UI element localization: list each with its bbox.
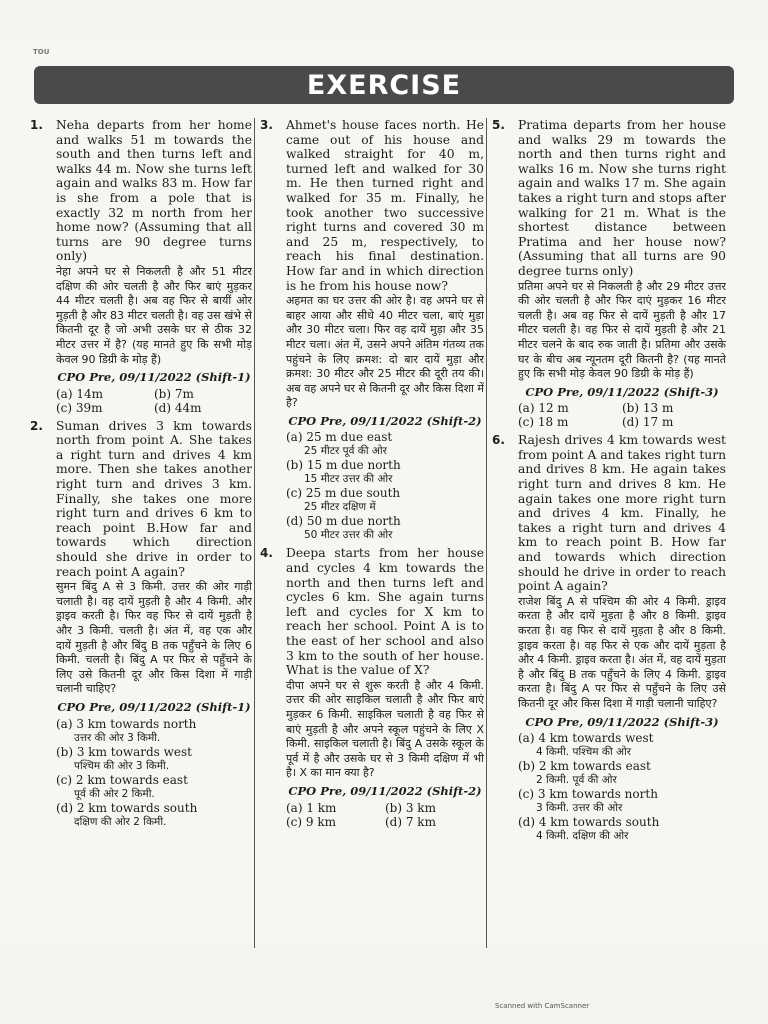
column-3 bbox=[490, 118, 726, 942]
question-6 bbox=[490, 433, 726, 843]
option-c: (c) 18 m bbox=[518, 415, 569, 430]
option-a-hindi: उत्तर की ओर 3 किमी. bbox=[74, 731, 161, 744]
page-title: EXERCISE bbox=[306, 69, 462, 101]
exam-source: CPO Pre, 09/11/2022 (Shift-1) bbox=[57, 699, 251, 714]
option-b: (b) 15 m due north bbox=[286, 458, 401, 473]
option-d-hindi: दक्षिण की ओर 2 किमी. bbox=[74, 815, 167, 828]
question-text-english: Pratima departs from her house and walks 29 m towards the north and then turns right and walks 16 m. Now she turns right again and walks 17 m. She again takes a right turn and stops after walking for 21 m. What is the shortest distance between Pratima and her house now? (Assuming that all turns are 90 degree turns only) bbox=[518, 118, 726, 278]
option-b-hindi: 15 मीटर उत्तर की ओर bbox=[304, 473, 393, 486]
exam-source: CPO Pre, 09/11/2022 (Shift-2) bbox=[288, 783, 482, 798]
option-c-hindi: पूर्व की ओर 2 किमी. bbox=[74, 787, 155, 800]
question-3 bbox=[258, 118, 484, 542]
option-d-hindi: 4 किमी. दक्षिण की ओर bbox=[536, 830, 629, 843]
option-a: (a) 12 m bbox=[518, 401, 569, 416]
question-number: 1. bbox=[30, 118, 43, 132]
question-number: 3. bbox=[260, 118, 273, 132]
option-a-hindi: 4 किमी. पश्चिम की ओर bbox=[536, 746, 632, 759]
option-a: (a) 4 km towards west bbox=[518, 731, 654, 746]
question-text-hindi: राजेश बिंदु A से पश्चिम की ओर 4 किमी. ड्राइव करता है और दायें मुड़ता है और 8 किमी. ड्राइव करता है। वह फिर से दायें मुड़ता है और 8 किमी. ड्राइव करता है। वह फिर से एक और दायें मुड़ता है और 4 किमी. ड्राइव करता है। अंत में, वह दायें मुड़ता है और बिंदु B तक पहुँचने के लिए 4 किमी. ड्राइव करता है। बिंदु A पर फिर से पहुँचने के लिए उसे कितनी दूर और किस दिशा में गाड़ी चलानी चाहिए? bbox=[518, 594, 726, 710]
option-c: (c) 9 km bbox=[286, 814, 336, 829]
exam-source: CPO Pre, 09/11/2022 (Shift-2) bbox=[288, 413, 482, 428]
option-b: (b) 2 km towards east bbox=[518, 759, 651, 774]
column-2 bbox=[258, 118, 484, 942]
options-grid bbox=[286, 801, 484, 829]
option-d-hindi: 50 मीटर उत्तर की ओर bbox=[304, 529, 393, 542]
question-text-hindi: अहमत का घर उत्तर की ओर है। वह अपने घर से बाहर आया और सीधे 40 मीटर चला, बाएं मुड़ा और 30 मीटर चला। फिर वह दायें मुड़ा और 35 मीटर चला। अंत में, उसने अपने अंतिम गंतव्य तक पहुंचने के लिए क्रमश: दो बार दायें मुड़ा और क्रमश: 30 मीटर और 25 मीटर की दूरी तय की। अब वह अपने घर से कितनी दूर और किस दिशा में है? bbox=[286, 294, 484, 410]
option-a: (a) 1 km bbox=[286, 800, 337, 815]
column-1 bbox=[28, 118, 252, 942]
option-d: (d) 4 km towards south bbox=[518, 815, 660, 830]
question-text-english: Deepa starts from her house and cycles 4 km towards the north and then turns left and cycles 6 km. She again turns left and cycles for X km to reach her school. Point A is to the east of her school and also 3 km to the south of her house. What is the value of X? bbox=[286, 546, 484, 678]
option-b: (b) 3 km bbox=[385, 800, 436, 815]
option-c: (c) 25 m due south bbox=[286, 486, 401, 501]
option-a: (a) 3 km towards north bbox=[56, 716, 197, 731]
option-a-hindi: 25 मीटर पूर्व की ओर bbox=[304, 445, 387, 458]
question-number: 2. bbox=[30, 418, 43, 433]
question-2 bbox=[28, 419, 252, 829]
question-5 bbox=[490, 118, 726, 429]
option-b: (b) 7m bbox=[154, 386, 194, 401]
question-text-hindi: दीपा अपने घर से शुरू करती है और 4 किमी. उत्तर की ओर साइकिल चलाती है और फिर बाएं मुड़कर 6 किमी. साइकिल चलाती है वह फिर से बाएं मुड़ती है और अपने स्कूल पहुंचने के लिए X किमी. साइकिल चलाती है। बिंदु A उसके स्कूल के पूर्व में है और उसके घर से 3 किमी दक्षिण में भी है। X का मान क्या है? bbox=[286, 678, 484, 780]
option-d: (d) 2 km towards south bbox=[56, 800, 198, 815]
question-number: 5. bbox=[492, 118, 505, 132]
question-number: 6. bbox=[492, 433, 505, 448]
scanner-watermark: Scanned with CamScanner bbox=[495, 1002, 590, 1010]
question-text-hindi: प्रतिमा अपने घर से निकलती है और 29 मीटर उत्तर की ओर चलती है और फिर दाएं मुड़कर 16 मीटर चलती है। अब वह फिर से दायें मुड़ती है और 17 मीटर चलती है। वह फिर से दायें मुड़ती है और 21 मीटर चलने के बाद रुक जाती है। प्रतिमा और उसके घर के बीच अब न्यूनतम दूरी कितनी है? (यह मानते हुए कि सभी मोड़ केवल 90 डिग्री के मोड़ हैं) bbox=[518, 279, 726, 381]
options-grid bbox=[56, 387, 252, 415]
option-c: (c) 2 km towards east bbox=[56, 772, 188, 787]
question-text-english: Rajesh drives 4 km towards west from point A and takes right turn and drives 8 km. He again takes right turn and drives 8 km. He again takes one more right turn and drives 4 km. Finally, he takes a right turn and drives 4 km to reach point B. How far and towards which direction should he drive in order to reach point A again? bbox=[518, 433, 726, 594]
exam-source: CPO Pre, 09/11/2022 (Shift-3) bbox=[525, 714, 719, 729]
option-d: (d) 17 m bbox=[622, 415, 674, 430]
option-d: (d) 7 km bbox=[385, 814, 436, 829]
question-text-english: Suman drives 3 km towards north from point A. She takes a right turn and drives 4 km more. Then she takes another right turn and drives 3 km. Finally, she takes one more right turn and drives 6 km to reach point B.How far and towards which direction should she drive in order to reach point A again? bbox=[56, 418, 252, 579]
options-grid bbox=[518, 401, 726, 429]
option-d: (d) 50 m due north bbox=[286, 514, 401, 529]
question-number: 4. bbox=[260, 546, 273, 561]
option-a: (a) 14m bbox=[56, 386, 103, 401]
exercise-banner bbox=[34, 66, 734, 104]
question-text-english: Ahmet's house faces north. He came out of his house and walked straight for 40 m, turned left and walked for 30 m. He then turned right and walked for 35 m. Finally, he took another two successive right turns and covered 30 m and 25 m, respectively, to reach his final destination. How far and in which direction is he from his house now? bbox=[286, 118, 484, 293]
option-a: (a) 25 m due east bbox=[286, 430, 393, 445]
option-b-hindi: पश्चिम की ओर 3 किमी. bbox=[74, 759, 170, 772]
option-c-hindi: 25 मीटर दक्षिण में bbox=[304, 501, 376, 514]
option-b-hindi: 2 किमी. पूर्व की ओर bbox=[536, 774, 617, 787]
option-d: (d) 44m bbox=[154, 400, 202, 415]
option-b: (b) 13 m bbox=[622, 401, 674, 416]
question-text-english: Neha departs from her home and walks 51 m towards the south and then turns left and walks 44 m. Now she turns left again and walks 83 m. How far is she from a pole that is exactly 32 m north from her home now? (Assuming that all turns are 90 degree turns only) bbox=[56, 118, 252, 264]
question-4 bbox=[258, 546, 484, 828]
options-list bbox=[56, 717, 252, 829]
option-c: (c) 3 km towards north bbox=[518, 787, 658, 802]
column-divider bbox=[254, 118, 255, 948]
question-text-hindi: नेहा अपने घर से निकलती है और 51 मीटर दक्षिण की ओर चलती है और फिर बाएं मुड़कर 44 मीटर चलती है। अब वह फिर से बायीं ओर मुड़ती है और 83 मीटर चलती है। वह उस खंभे से कितनी दूर है जो अभी उसके घर से ठीक 32 मीटर उत्तर में है? (यह मानते हुए कि सभी मोड़ केवल 90 डिग्री के मोड़ हैं) bbox=[56, 264, 252, 366]
question-text-hindi: सुमन बिंदु A से 3 किमी. उत्तर की ओर गाड़ी चलाती है। वह दायें मुड़ती है और 4 किमी. और ड्राइव करती है। फिर वह फिर से दायें मुड़ती है और 3 किमी. चलती है। अंत में, वह एक और दायें मुड़ती है और बिंदु B तक पहुँचने के लिए 6 किमी. चलती है। बिंदु A पर फिर से पहुँचने के लिए उसे कितनी दूर और किस दिशा में गाड़ी चलानी चाहिए? bbox=[56, 580, 252, 696]
option-b: (b) 3 km towards west bbox=[56, 744, 192, 759]
option-c-hindi: 3 किमी. उत्तर की ओर bbox=[536, 802, 623, 815]
column-divider bbox=[486, 118, 487, 948]
option-c: (c) 39m bbox=[56, 400, 103, 415]
exam-source: CPO Pre, 09/11/2022 (Shift-3) bbox=[525, 384, 719, 399]
publisher-logo: TOU bbox=[33, 48, 50, 56]
question-1 bbox=[28, 118, 252, 415]
options-list bbox=[286, 430, 484, 542]
options-list bbox=[518, 731, 726, 843]
exam-source: CPO Pre, 09/11/2022 (Shift-1) bbox=[57, 370, 251, 385]
